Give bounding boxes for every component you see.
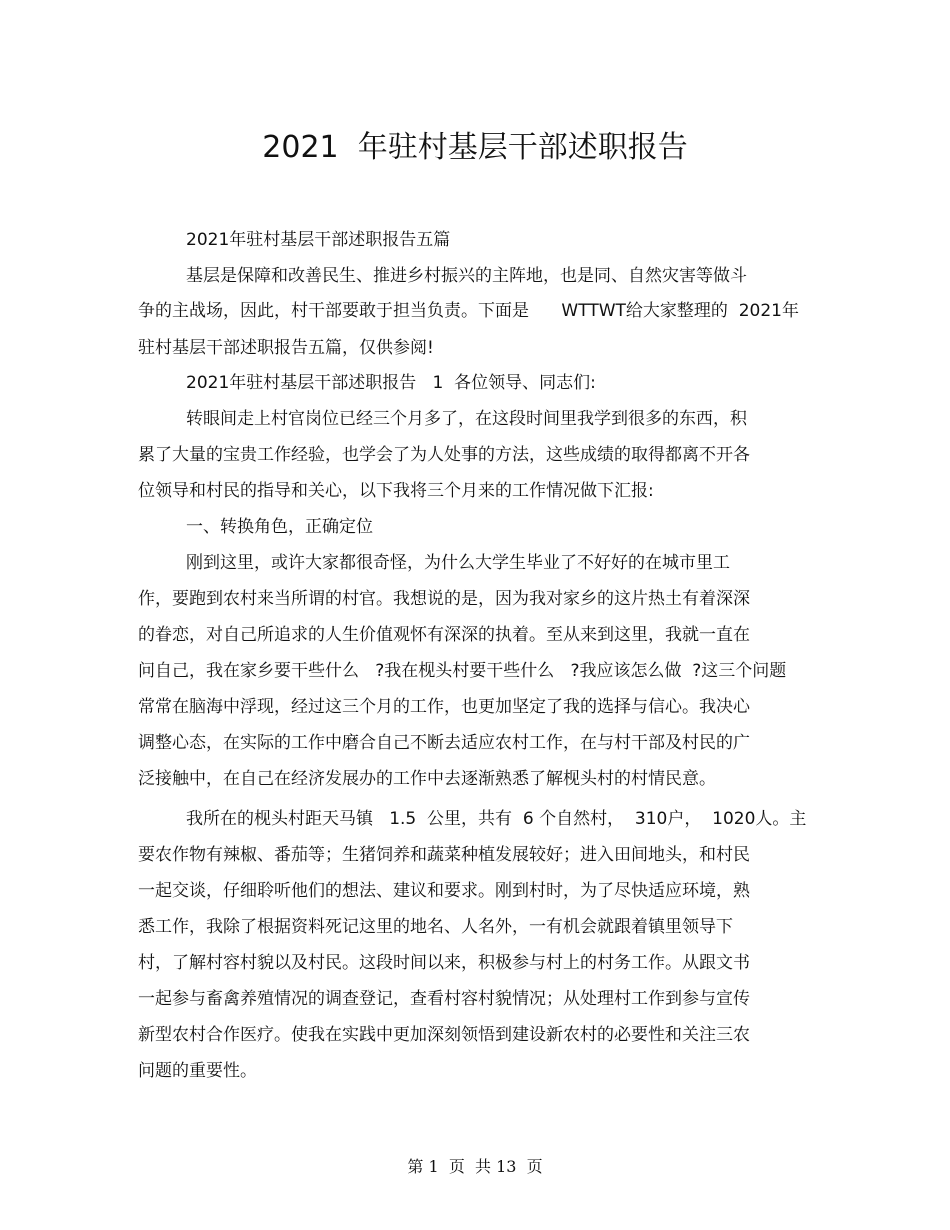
paragraph-line: 的眷恋，对自己所追求的人生价值观怀有深深的执着。至从来到这里，我就一直在 [138, 625, 750, 645]
paragraph-line: 问题的重要性。 [138, 1061, 257, 1081]
paragraph-line: 转眼间走上村官岗位已经三个月多了，在这段时间里我学到很多的东西，积 [186, 409, 747, 429]
paragraph-line: 争的主战场，因此，村干部要敢于担当负责。下面是 WTTWT给大家整理的 2021年 [138, 301, 799, 321]
paragraph-line: 悉工作，我除了根据资料死记这里的地名、人名外，一有机会就跟着镇里领导下 [138, 917, 733, 937]
paragraph-line: 基层是保障和改善民生、推进乡村振兴的主阵地，也是同、自然灾害等做斗 [186, 266, 747, 286]
paragraph-line: 2021年驻村基层干部述职报告五篇 [186, 230, 451, 250]
document-title: 2021 年驻村基层干部述职报告 [262, 130, 688, 165]
paragraph-line: 要农作物有辣椒、番茄等；生猪饲养和蔬菜种植发展较好；进入田间地头，和村民 [138, 845, 750, 865]
paragraph-line: 2021年驻村基层干部述职报告 1 各位领导、同志们: [186, 373, 596, 393]
paragraph-line: 一起参与畜禽养殖情况的调查登记，查看村容村貌情况；从处理村工作到参与宣传 [138, 989, 750, 1009]
paragraph-line: 常常在脑海中浮现，经过这三个月的工作，也更加坚定了我的选择与信心。我决心 [138, 697, 750, 717]
page-footer: 第 1 页 共 13 页 [407, 1157, 543, 1176]
paragraph-line: 一、转换角色，正确定位 [186, 517, 373, 537]
paragraph-line: 作，要跑到农村来当所谓的村官。我想说的是，因为我对家乡的这片热土有着深深 [138, 589, 750, 609]
paragraph-line: 泛接触中，在自己在经济发展办的工作中去逐渐熟悉了解枧头村的村情民意。 [138, 769, 716, 789]
paragraph-line: 新型农村合作医疗。使我在实践中更加深刻领悟到建设新农村的必要性和关注三农 [138, 1025, 750, 1045]
paragraph-line: 位领导和村民的指导和关心，以下我将三个月来的工作情况做下汇报: [138, 481, 654, 501]
paragraph-line: 驻村基层干部述职报告五篇，仅供参阅! [138, 338, 434, 358]
paragraph-line: 一起交谈，仔细聆听他们的想法、建议和要求。刚到村时，为了尽快适应环境，熟 [138, 881, 750, 901]
paragraph-line: 我所在的枧头村距天马镇 1.5 公里，共有 6 个自然村， 310户， 1020人。主 [186, 809, 807, 829]
paragraph-line: 问自己，我在家乡要干些什么 ?我在枧头村要干些什么 ?我应该怎么做 ?这三个问题 [138, 661, 787, 681]
paragraph-line: 刚到这里，或许大家都很奇怪，为什么大学生毕业了不好好的在城市里工 [186, 553, 730, 573]
paragraph-line: 调整心态，在实际的工作中磨合自己不断去适应农村工作，在与村干部及村民的广 [138, 733, 750, 753]
paragraph-line: 村，了解村容村貌以及村民。这段时间以来，积极参与村上的村务工作。从跟文书 [138, 953, 750, 973]
paragraph-line: 累了大量的宝贵工作经验，也学会了为人处事的方法，这些成绩的取得都离不开各 [138, 445, 750, 465]
